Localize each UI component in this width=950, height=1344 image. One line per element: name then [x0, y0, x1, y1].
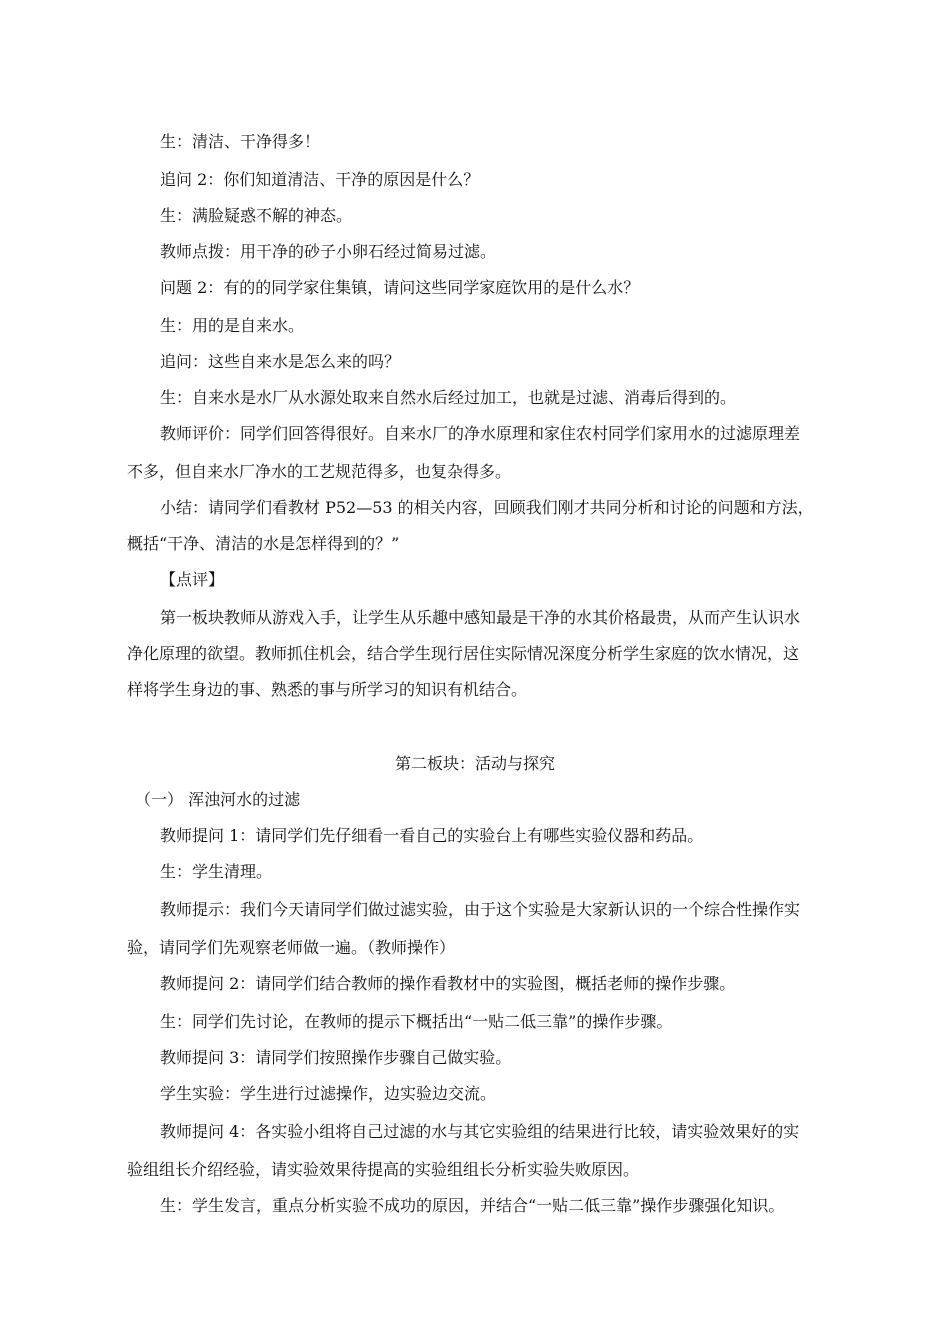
paragraph-student-answer-clean: 生：清洁、干净得多！	[160, 132, 321, 151]
paragraph-teacher-question-4-line2: 验组组长介绍经验，请实验效果待提高的实验组组长分析实验失败原因。	[127, 1160, 640, 1179]
paragraph-teacher-question-4-line1: 教师提问 4：各实验小组将自己过滤的水与其它实验组的结果进行比较，请实验效果好的实	[160, 1122, 800, 1141]
paragraph-student-experiment: 学生实验：学生进行过滤操作，边实验边交流。	[160, 1084, 497, 1103]
paragraph-teacher-question-1: 教师提问 1：请同学们先仔细看一看自己的实验台上有哪些实验仪器和药品。	[160, 826, 704, 845]
paragraph-student-discussion: 生：同学们先讨论，在教师的提示下概括出“一贴二低三靠”的操作步骤。	[160, 1012, 673, 1031]
paragraph-student-tap-water: 生：用的是自来水。	[160, 316, 305, 335]
paragraph-student-speech: 生：学生发言，重点分析实验不成功的原因，并结合“一贴二低三靠”操作步骤强化知识。	[160, 1196, 785, 1215]
paragraph-summary-line2: 概括“干净、清洁的水是怎样得到的？”	[127, 534, 400, 553]
paragraph-question-2: 问题 2：有的的同学家住集镇，请问这些同学家庭饮用的是什么水？	[160, 278, 640, 297]
paragraph-follow-up-tap-water: 追问：这些自来水是怎么来的吗？	[160, 352, 401, 371]
paragraph-teacher-hint: 教师点拨：用干净的砂子小卵石经过简易过滤。	[160, 242, 497, 261]
paragraph-student-tidy: 生：学生清理。	[160, 862, 273, 881]
paragraph-student-water-plant: 生：自来水是水厂从水源处取来自然水后经过加工，也就是过滤、消毒后得到的。	[160, 388, 737, 407]
paragraph-teacher-tip-line2: 验，请同学们先观察老师做一遍。（教师操作）	[127, 938, 456, 957]
paragraph-teacher-tip-line1: 教师提示：我们今天请同学们做过滤实验，由于这个实验是大家新认识的一个综合性操作实	[160, 900, 801, 919]
paragraph-comment-line2: 净化原理的欲望。教师抓住机会，结合学生现行居住实际情况深度分析学生家庭的饮水情况，这	[127, 644, 800, 663]
paragraph-summary-line1: 小结：请同学们看教材 P52—53 的相关内容，回顾我们刚才共同分析和讨论的问题和方法，	[160, 498, 814, 517]
subsection-title: （一） 浑浊河水的过滤	[135, 790, 301, 809]
paragraph-teacher-question-3: 教师提问 3：请同学们按照操作步骤自己做实验。	[160, 1048, 512, 1067]
paragraph-teacher-question-2: 教师提问 2：请同学们结合教师的操作看教材中的实验图，概括老师的操作步骤。	[160, 974, 736, 993]
paragraph-student-confused: 生：满脸疑惑不解的神态。	[160, 206, 353, 225]
paragraph-teacher-evaluation-line2: 不多，但自来水厂净水的工艺规范得多，也复杂得多。	[127, 462, 512, 481]
paragraph-teacher-evaluation-line1: 教师评价：同学们回答得很好。自来水厂的净水原理和家住农村同学们家用水的过滤原理差	[160, 424, 801, 443]
paragraph-comment-line1: 第一板块教师从游戏入手，让学生从乐趣中感知最是干净的水其价格最贵，从而产生认识水	[160, 608, 801, 627]
comment-heading: 【点评】	[160, 570, 225, 589]
paragraph-follow-up-question-2: 追问 2：你们知道清洁、干净的原因是什么？	[160, 170, 480, 189]
paragraph-comment-line3: 样将学生身边的事、熟悉的事与所学习的知识有机结合。	[127, 680, 528, 699]
section-title: 第二板块：活动与探究	[394, 754, 555, 773]
